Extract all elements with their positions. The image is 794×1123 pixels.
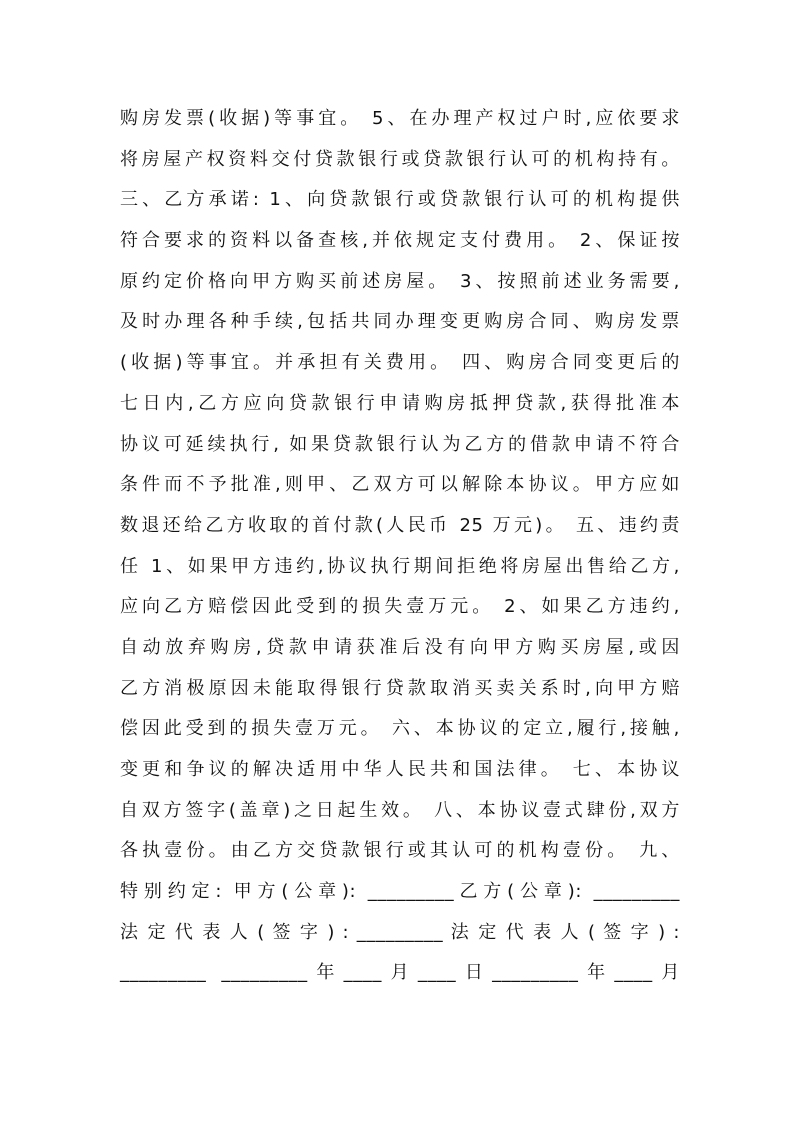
- text-line-10: 条件而不予批准,则甲、乙双方可以解除本协议。甲方应如: [120, 474, 680, 496]
- text-line-3: 三、乙方承诺: 1、向贷款银行或贷款银行认可的机构提供: [120, 189, 680, 211]
- text-line-15: 乙方消极原因未能取得银行贷款取消买卖关系时,向甲方赔: [120, 677, 680, 699]
- text-line-5: 原约定价格向甲方购买前述房屋。 3、按照前述业务需要,: [120, 270, 680, 292]
- text-line-6: 及时办理各种手续,包括共同办理变更购房合同、购房发票: [120, 311, 680, 333]
- text-line-8: 七日内,乙方应向贷款银行申请购房抵押贷款,获得批准本: [120, 392, 680, 414]
- text-line-14: 自动放弃购房,贷款申请获准后没有向甲方购买房屋,或因: [120, 636, 680, 658]
- text-line-4: 符合要求的资料以备查核,并依规定支付费用。 2、保证按: [120, 230, 680, 252]
- text-line-16: 偿因此受到的损失壹万元。 六、本协议的定立,履行,接触,: [120, 718, 680, 740]
- text-line-7: (收据)等事宜。并承担有关费用。 四、购房合同变更后的: [120, 352, 680, 374]
- text-line-13: 应向乙方赔偿因此受到的损失壹万元。 2、如果乙方违约,: [120, 596, 680, 618]
- text-line-17: 变更和争议的解决适用中华人民共和国法律。 七、本协议: [120, 759, 680, 780]
- text-line-12: 任 1、如果甲方违约,协议执行期间拒绝将房屋出售给乙方,: [120, 555, 680, 577]
- text-line-18: 自双方签字(盖章)之日起生效。 八、本协议壹式肆份,双方: [120, 799, 680, 821]
- text-line-19: 各执壹份。由乙方交贷款银行或其认可的机构壹份。 九、: [120, 840, 680, 862]
- signature-line-representatives: 法 定 代 表 人 ( 签 字 ) : _________ 法 定 代 表 人 ( 签 字 ) :: [120, 921, 680, 943]
- text-line-1: 购房发票(收据)等事宜。 5、在办理产权过户时,应依要求: [120, 108, 680, 129]
- contract-text: [120, 99, 680, 994]
- text-line-2: 将房屋产权资料交付贷款银行或贷款银行认可的机构持有。: [120, 148, 680, 170]
- signature-line-dates: _________ _________年____月____日_________年____月: [120, 962, 680, 984]
- signature-line-parties: 特别约定: 甲方(公章): _________乙方(公章): _________: [120, 881, 680, 903]
- text-line-9: 协议可延续执行, 如果贷款银行认为乙方的借款申请不符合: [120, 433, 680, 455]
- text-line-11: 数退还给乙方收取的首付款(人民币 25 万元)。 五、违约责: [120, 514, 680, 536]
